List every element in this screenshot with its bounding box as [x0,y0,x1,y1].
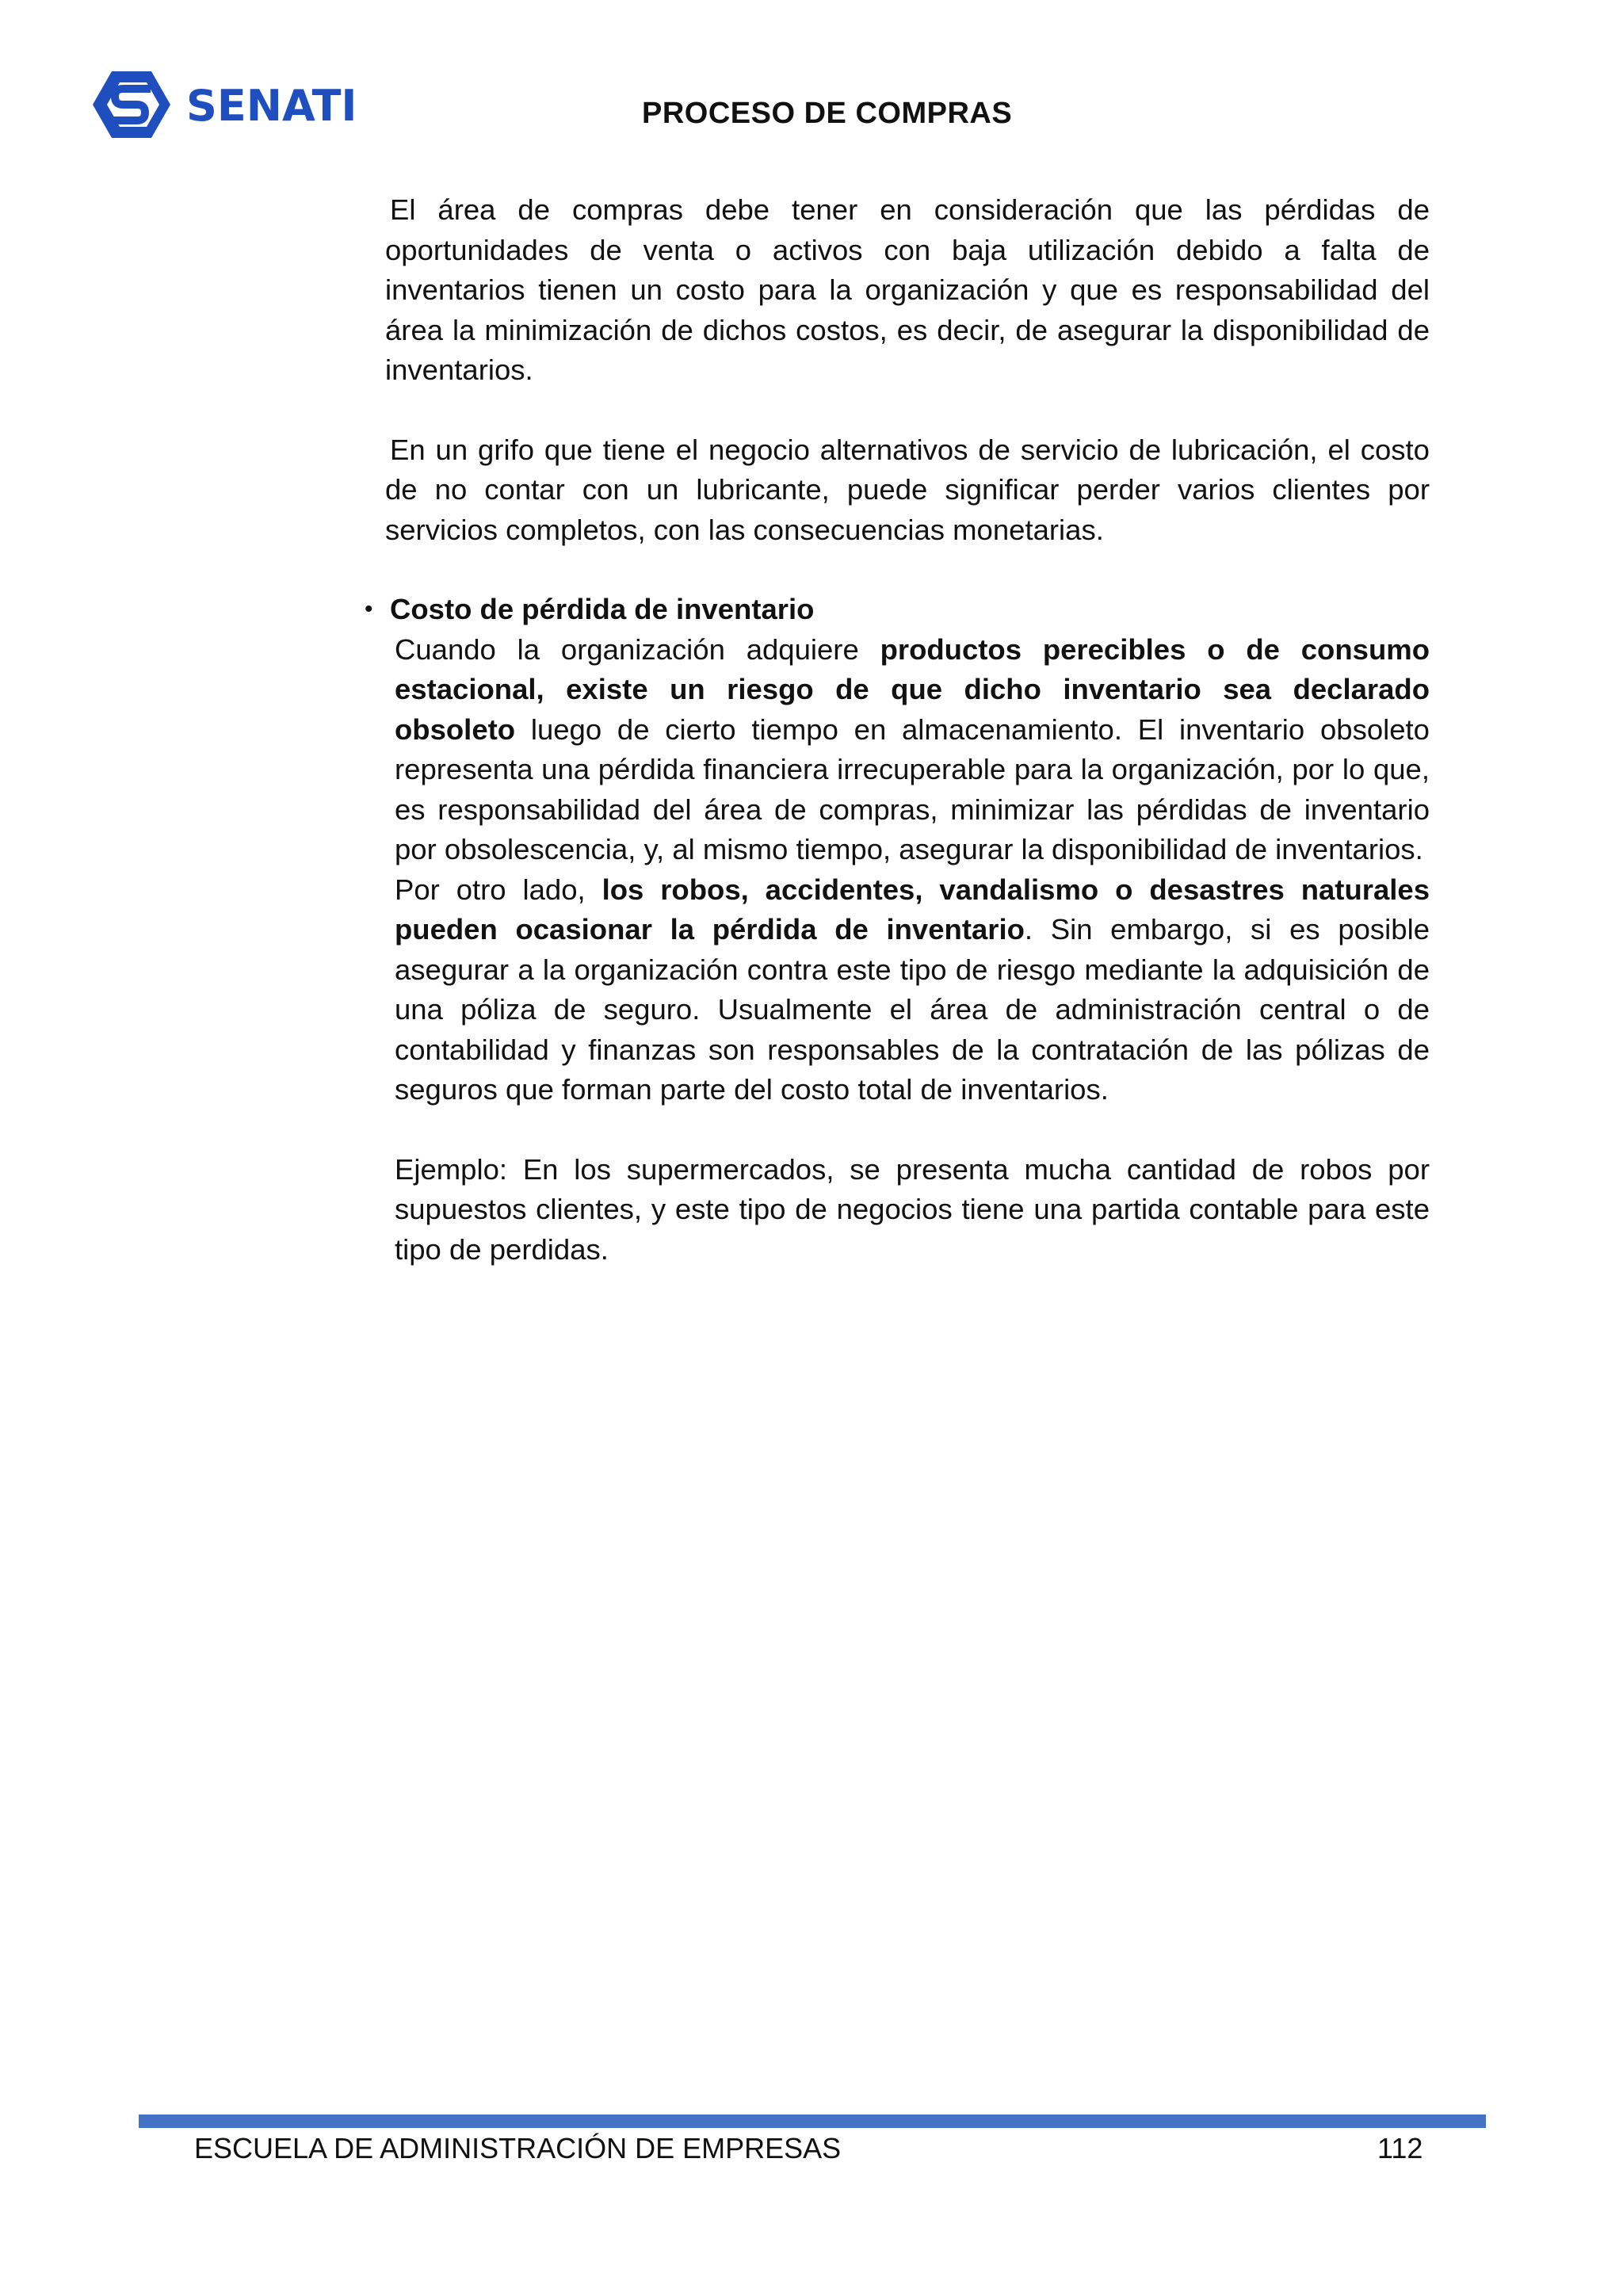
bullet-paragraph-1 [395,630,1430,870]
bold-run: productos perecibles o de consumo estacional, existe un riesgo de que dicho inventario sea declarado obsoleto [395,632,1430,746]
text-run: luego de cierto tiempo en almacenamiento. El inventario obsoleto representa una pérdida financiera irrecuperable para la organización, por lo que, es responsabilidad del área de compras, minimizar las pérdidas de inventario por obsolescencia, y, al mismo tiempo, asegurar la disponibilidad de inventarios. [395,712,1430,865]
example-paragraph: Ejemplo: En los supermercados, se presenta mucha cantidad de robos por supuestos clientes, y este tipo de negocios tiene una partida contable para este tipo de perdidas. [395,1152,1430,1266]
paragraph-1: El área de compras debe tener en consideración que las pérdidas de oportunidades de venta o activos con baja utilización debido a falta de inventarios tienen un costo para la organización y que es responsabilidad del área la minimización de dichos costos, es decir, de asegurar la disponibilidad de inventarios. [385,193,1430,386]
logo-wordmark: SENATI [186,81,357,131]
spacer [385,391,1430,430]
page-number: 112 [1377,2132,1423,2164]
bullet-section [365,590,1430,1270]
text-run: Por otro lado, [395,873,602,906]
bold-run: los robos, accidentes, vandalismo o desastres naturales pueden ocasionar la pérdida de inventario [395,873,1430,946]
spacer [385,550,1430,590]
page-title: PROCESO DE COMPRAS [642,97,1013,130]
senati-logo [91,65,370,144]
document-body [365,190,1430,1270]
text-run: Cuando la organización adquiere [395,632,880,666]
senati-logo-graphic [91,65,370,144]
paragraph-2: En un grifo que tiene el negocio alternativos de servicio de lubricación, el costo de no contar con un lubricante, puede significar perder varios clientes por servicios completos, con las consecuencias monetarias. [385,433,1430,546]
bullet-paragraph-2 [395,870,1430,1110]
footer-rule [139,2115,1486,2128]
bullet-heading: Costo de pérdida de inventario [390,593,815,625]
text-run: . Sin embargo, si es posible asegurar a la organización contra este tipo de riesgo mediante la adquisición de una póliza de seguro. Usualmente el área de administración central o de contabilidad y finanzas son responsables de la contratación de las pólizas de seguros que forman parte del costo total de inventarios. [395,913,1430,1106]
footer-school-name: ESCUELA DE ADMINISTRACIÓN DE EMPRESAS [194,2132,842,2164]
spacer [395,1110,1430,1150]
bullet-body [390,630,1430,1270]
bullet-icon: • [365,596,373,622]
